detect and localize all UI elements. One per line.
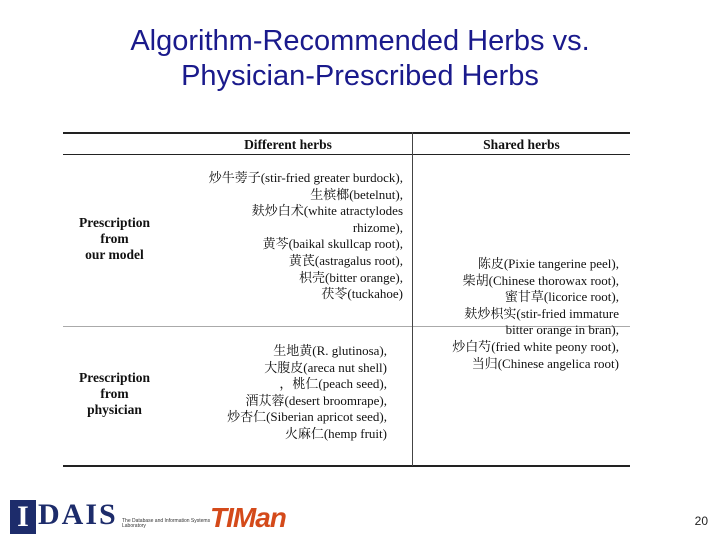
herb-item: 茯苓(tuckahoe) bbox=[321, 286, 403, 302]
herb-item: 黄芪(astragalus root), bbox=[288, 252, 403, 268]
herb-item: 炒牛蒡子(stir-fried greater burdock), bbox=[208, 170, 403, 185]
row-label-physician bbox=[67, 370, 162, 418]
row-label-line: our model bbox=[85, 247, 144, 262]
dais-logo: DAIS bbox=[38, 498, 118, 531]
herb-item: 麸炒白术(white atractylodes bbox=[251, 203, 403, 219]
row-label-line: from bbox=[100, 231, 129, 246]
herb-item: bitter orange in bran), bbox=[505, 322, 619, 338]
row-label-line: Prescription bbox=[79, 215, 150, 230]
cell-model-different-herbs bbox=[163, 170, 403, 303]
herb-item: 生地黄(R. glutinosa), bbox=[273, 343, 387, 358]
header-shared-herbs: Shared herbs bbox=[483, 137, 560, 152]
slide-title bbox=[40, 24, 680, 94]
herb-comparison-table bbox=[63, 132, 630, 466]
herb-item: 麸炒枳实(stir-fried immature bbox=[464, 305, 619, 321]
herb-item: 火麻仁(hemp fruit) bbox=[284, 425, 387, 441]
herb-item: 炒白芍(fried white peony root), bbox=[452, 338, 619, 354]
herb-item: 柴胡(Chinese thorowax root), bbox=[462, 272, 619, 288]
row-label-model bbox=[67, 215, 162, 263]
herb-item: 酒苁蓉(desert broomrape), bbox=[245, 392, 387, 408]
slide-footer bbox=[0, 496, 720, 540]
slide-title-line2: Physician-Prescribed Herbs bbox=[181, 60, 539, 92]
herb-item: 陈皮(Pixie tangerine peel), bbox=[477, 256, 619, 271]
header-different-herbs: Different herbs bbox=[244, 137, 332, 152]
herb-item: rhizome), bbox=[352, 219, 403, 235]
herb-item: 生槟榔(betelnut), bbox=[310, 186, 403, 202]
illinois-logo: I bbox=[10, 500, 36, 534]
timan-logo: TIMan bbox=[210, 502, 286, 533]
herb-item: 大腹皮(areca nut shell) bbox=[264, 359, 387, 375]
table-bottom-rule bbox=[63, 465, 630, 467]
lab-name: The Database and Information Systems Laboratory bbox=[122, 518, 211, 529]
page-number: 20 bbox=[694, 514, 708, 528]
row-label-line: Prescription bbox=[79, 370, 150, 385]
herb-item: 当归(Chinese angelica root) bbox=[471, 355, 619, 371]
herb-item: ，桃仁(peach seed), bbox=[279, 376, 387, 392]
herb-item: 炒杏仁(Siberian apricot seed), bbox=[227, 409, 387, 425]
herb-item: 蜜甘草(licorice root), bbox=[504, 289, 619, 305]
row-label-line: physician bbox=[87, 402, 142, 417]
herb-item: 枳壳(bitter orange), bbox=[299, 269, 403, 285]
cell-shared-herbs bbox=[413, 256, 619, 372]
herb-item: 黄芩(baikal skullcap root), bbox=[262, 236, 403, 252]
table-top-rule bbox=[63, 132, 630, 134]
table-header-rule bbox=[63, 154, 630, 155]
cell-physician-different-herbs bbox=[163, 343, 387, 443]
slide-title-line1: Algorithm-Recommended Herbs vs. bbox=[130, 25, 590, 57]
row-label-line: from bbox=[100, 386, 129, 401]
